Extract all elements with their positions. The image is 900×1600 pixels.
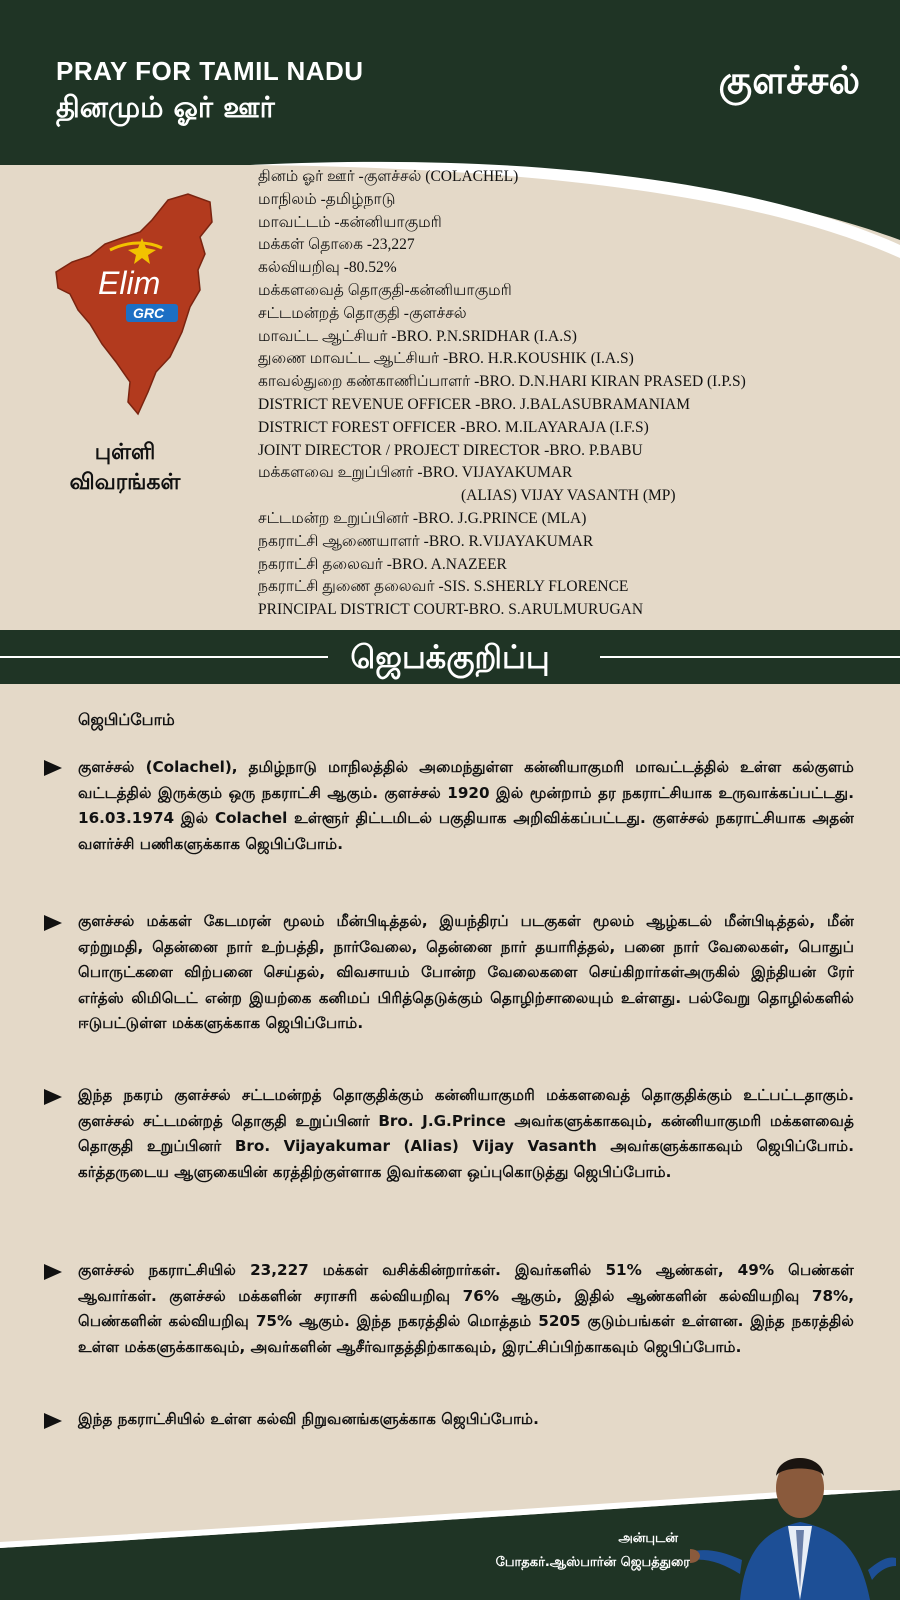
elim-logo-text: Elim xyxy=(98,265,161,301)
town-facts-list xyxy=(258,166,878,622)
signoff-greeting: அன்புடன் xyxy=(618,1531,678,1546)
fact-line: JOINT DIRECTOR / PROJECT DIRECTOR -BRO. P.BABU xyxy=(258,441,643,459)
fact-line: தினம் ஓர் ஊர் -குளச்சல் (COLACHEL) xyxy=(258,168,519,185)
fact-line: மக்களவை உறுப்பினர் -BRO. VIJAYAKUMAR xyxy=(258,464,573,482)
fact-line: நகராட்சி துணை தலைவர் -SIS. S.SHERLY FLORENCE xyxy=(258,578,629,596)
prayer-points-title: ஜெபக்குறிப்பு xyxy=(0,630,900,684)
prayer-paragraph: குளச்சல் (Colachel), தமிழ்நாடு மாநிலத்தில் அமைந்துள்ள கன்னியாகுமரி மாவட்டத்தில் உள்ள கல்குளம் வட்டத்தில் இருக்கும் ஒரு நகராட்சி ஆகும். குளச்சல் 1920 இல் மூன்றாம் தர நகராட்சியாக உருவாக்கப்பட்டது. 16.03.1974 இல் Colachel உள்ளூர் திட்டமிடல் பகுதியாக அறிவிக்கப்பட்டது. குளச்சல் நகராட்சியாக அதன் வளர்ச்சி பணிகளுக்காக ஜெபிப்போம். xyxy=(78,758,854,853)
pastor-photo xyxy=(690,1430,900,1600)
statistics-label: புள்ளி விவரங்கள் xyxy=(69,440,181,495)
prayer-paragraph: இந்த நகரம் குளச்சல் சட்டமன்றத் தொகுதிக்கும் கன்னியாகுமரி மக்களவைத் தொகுதிக்கும் உட்பட்டதாகும். குளச்சல் சட்டமன்றத் தொகுதி உறுப்பினர் Bro. J.G.Prince அவர்களுக்காகவும், கன்னியாகுமரி மக்களவைத் தொகுதி உறுப்பினர் Bro. Vijayakumar (Alias) Vijay Vasanth அவர்களுக்காகவும் ஜெபிப்போம். கர்த்தருடைய ஆளுகையின் கரத்திற்குள்ளாக இவர்களை ஒப்புகொடுத்து ஜெபிப்போம். xyxy=(78,1086,854,1181)
bullet-arrow-icon xyxy=(44,1264,62,1280)
fact-line: நகராட்சி தலைவர் -BRO. A.NAZEER xyxy=(258,555,507,573)
fact-line: மக்களவைத் தொகுதி-கன்னியாகுமரி xyxy=(258,281,512,299)
town-name: குளச்சல் xyxy=(718,58,860,102)
fact-line: மக்கள் தொகை -23,227 xyxy=(258,236,415,254)
fact-line: மாவட்ட ஆட்சியர் -BRO. P.N.SRIDHAR (I.A.S) xyxy=(258,327,577,345)
fact-line: சட்டமன்றத் தொகுதி -குளச்சல் xyxy=(258,304,467,322)
prayer-subheading: ஜெபிப்போம் xyxy=(78,710,175,729)
fact-line: DISTRICT REVENUE OFFICER -BRO. J.BALASUBRAMANIAM xyxy=(258,395,691,413)
grc-logo-text: GRC xyxy=(133,305,165,321)
fact-line: சட்டமன்ற உறுப்பினர் -BRO. J.G.PRINCE (MLA) xyxy=(258,509,587,527)
bullet-arrow-icon xyxy=(44,915,62,931)
prayer-paragraph: குளச்சல் மக்கள் கேடமரன் மூலம் மீன்பிடித்தல், இயந்திரப் படகுகள் மூலம் ஆழ்கடல் மீன்பிடித்தல், மீன் ஏற்றுமதி, தென்னை நார் உற்பத்தி, நார்வேலை, தென்னை நார் தயாரித்தல், பனை நார் வேலைகள், பொதுப் பொருட்களை விற்பனை செய்தல், விவசாயம் போன்ற வேலைகளை செய்கிறார்கள்அருகில் இந்தியன் ரேர் எர்த்ஸ் லிமிடெட் என்ற இயற்கை கனிமப் பிரித்தெடுக்கும் தொழிற்சாலையும் உள்ளது. பல்வேறு தொழில்களில் ஈடுபட்டுள்ள மக்களுக்காக ஜெபிப்போம். xyxy=(78,912,854,1033)
fact-line: நகராட்சி ஆணையாளர் -BRO. R.VIJAYAKUMAR xyxy=(258,532,594,550)
tamil-nadu-map-logo xyxy=(50,192,220,422)
bullet-arrow-icon xyxy=(44,1413,62,1429)
bullet-arrow-icon xyxy=(44,1089,62,1105)
fact-line: PRINCIPAL DISTRICT COURT-BRO. S.ARULMURUGAN xyxy=(258,601,644,619)
fact-line: மாநிலம் -தமிழ்நாடு xyxy=(258,190,396,208)
campaign-tagline: தினமும் ஓர் ஊர் xyxy=(56,90,275,124)
campaign-title: PRAY FOR TAMIL NADU xyxy=(56,56,364,86)
bullet-arrow-icon xyxy=(44,760,62,776)
prayer-paragraph: குளச்சல் நகராட்சியில் 23,227 மக்கள் வசிக்கின்றார்கள். இவர்களில் 51% ஆண்கள், 49% பெண்கள் ஆவார்கள். குளச்சல் மக்களின் சராசரி கல்வியறிவு 76% ஆகும், இதில் ஆண்களின் கல்வியறிவு 78%, பெண்களின் கல்வியறிவு 75% ஆகும். இந்த நகரத்தில் மொத்தம் 5205 குடும்பங்கள் உள்ளன. இந்த நகரத்தில் உள்ள மக்களுக்காகவும், அவர்களின் ஆசீர்வாதத்திற்காகவும், இரட்சிப்பிற்காகவும் ஜெபிப்போம். xyxy=(78,1261,854,1356)
fact-line-continuation: (ALIAS) VIJAY VASANTH (MP) xyxy=(461,487,676,505)
fact-line: DISTRICT FOREST OFFICER -BRO. M.ILAYARAJA (I.F.S) xyxy=(258,418,649,436)
fact-line: துணை மாவட்ட ஆட்சியர் -BRO. H.R.KOUSHIK (I.A.S) xyxy=(258,350,634,368)
fact-line: மாவட்டம் -கன்னியாகுமரி xyxy=(258,213,442,231)
fact-line: கல்வியறிவு -80.52% xyxy=(258,259,397,277)
signoff-pastor-name: போதகர்.ஆஸ்பார்ன் ஜெபத்துரை xyxy=(495,1555,690,1570)
prayer-paragraph: இந்த நகராட்சியில் உள்ள கல்வி நிறுவனங்களுக்காக ஜெபிப்போம். xyxy=(78,1410,539,1428)
fact-line: காவல்துறை கண்காணிப்பாளர் -BRO. D.N.HARI KIRAN PRASED (I.P.S) xyxy=(258,373,746,391)
